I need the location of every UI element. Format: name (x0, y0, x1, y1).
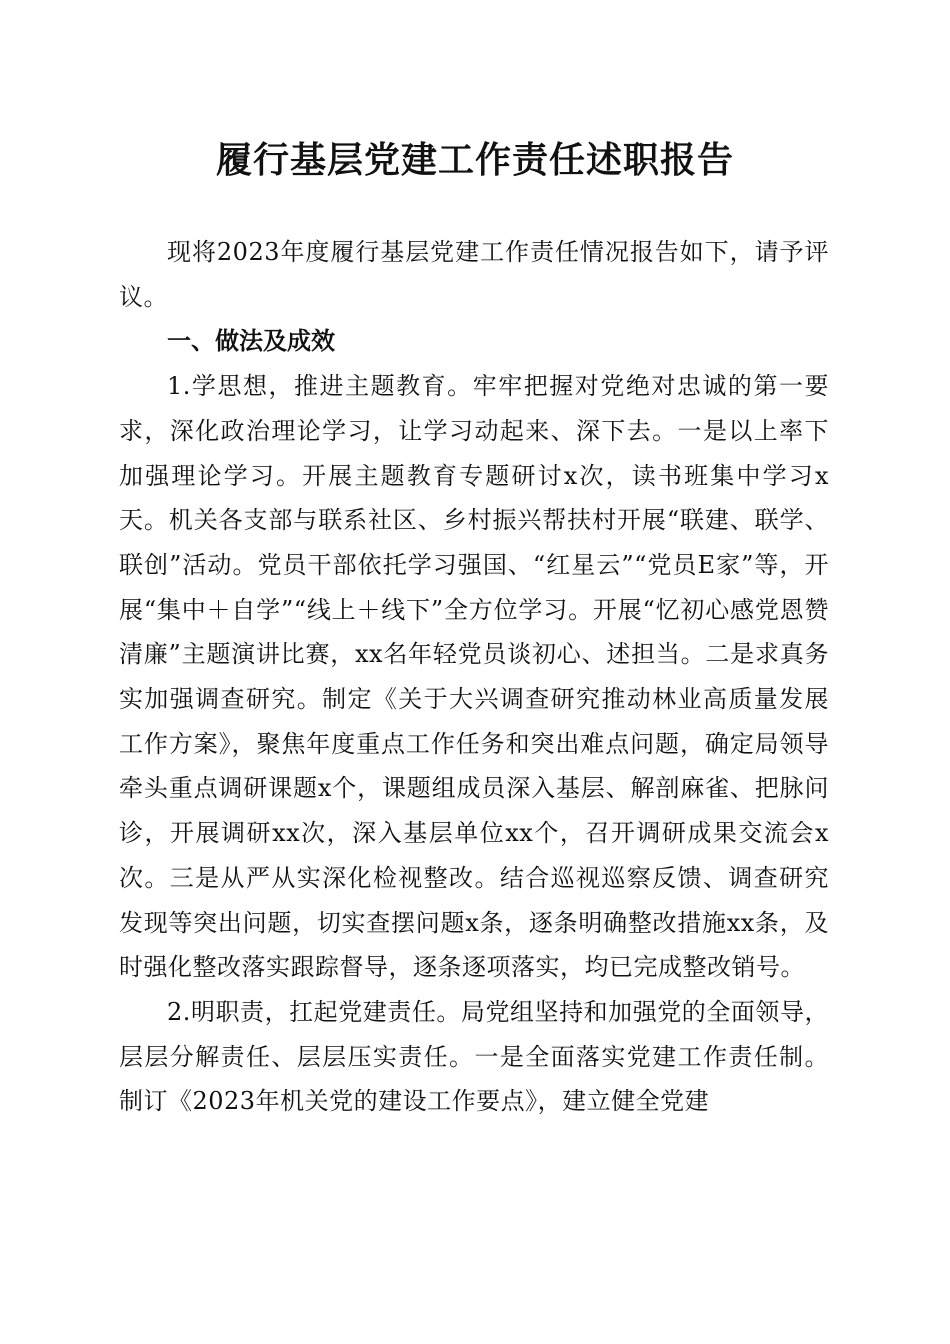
body-paragraph-2: 2.明职责，扛起党建责任。局党组坚持和加强党的全面领导，层层分解责任、层层压实责任。一是全面落实党建工作责任制。制订《2023年机关党的建设工作要点》，建立健全党建 (119, 997, 829, 1116)
document-body (119, 230, 829, 1124)
section-heading: 一、做法及成效 (167, 327, 335, 356)
intro-paragraph: 现将2023年度履行基层党建工作责任情况报告如下，请予评议。 (119, 238, 829, 311)
document-title: 履行基层党建工作责任述职报告 (215, 139, 734, 181)
body-paragraph-1: 1.学思想，推进主题教育。牢牢把握对党绝对忠诚的第一要求，深化政治理论学习，让学习动起来、深下去。一是以上率下加强理论学习。开展主题教育专题研讨x次，读书班集中学习x天。机关各支部与联系社区、乡村振兴帮扶村开展“联建、联学、联创”活动。党员干部依托学习强国、“红星云”“党员E家”等，开展“集中＋自学”“线上＋线下”全方位学习。开展“忆初心感党恩赞清廉”主题演讲比赛，xx名年轻党员谈初心、述担当。二是求真务实加强调查研究。制定《关于大兴调查研究推动林业高质量发展工作方案》，聚焦年度重点工作任务和突出难点问题，确定局领导牵头重点调研课题x个，课题组成员深入基层、解剖麻雀、把脉问诊，开展调研xx次，深入基层单位xx个，召开调研成果交流会x次。三是从严从实深化检视整改。结合巡视巡察反馈、调查研究发现等突出问题，切实查摆问题x条，逐条明确整改措施xx条，及时强化整改落实跟踪督导，逐条逐项落实，均已完成整改销号。 (119, 372, 829, 982)
